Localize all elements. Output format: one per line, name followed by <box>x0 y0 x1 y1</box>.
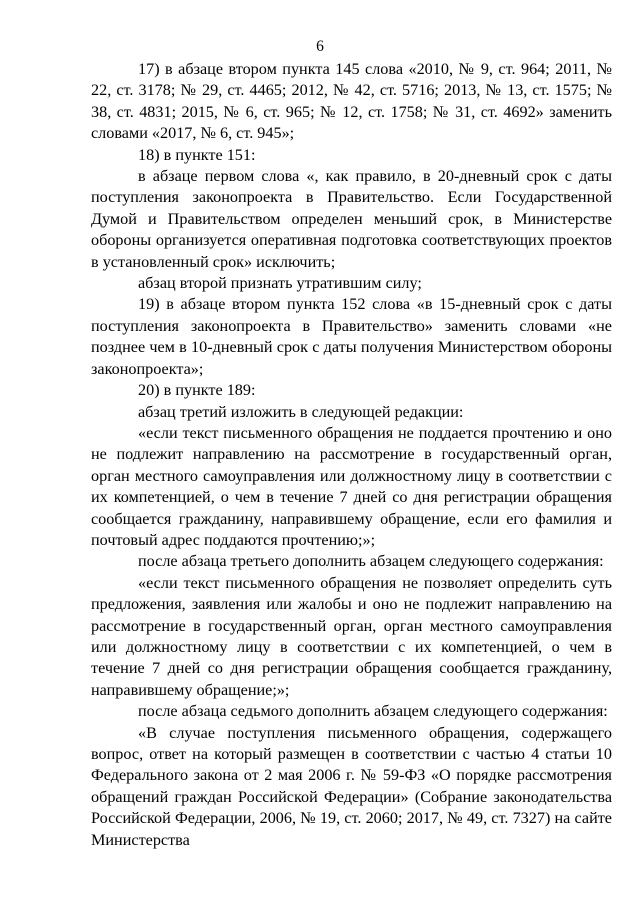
paragraph-item-20: 20) в пункте 189: <box>138 381 256 400</box>
page-number: 6 <box>316 38 324 55</box>
paragraph-after-third-instruction: после абзаца третьего дополнить абзацем следующего содержания: <box>138 552 604 571</box>
paragraph-item-17: 17) в абзаце втором пункта 145 слова «2010, № 9, ст. 964; 2011, № 22, ст. 3178; № 29, ст. 4465; 2012, № 42, ст. 5716; 2013, № 13, ст. 1575; № 38, ст. 4831; 2015, № 6, ст. 965; № 12, ст. 1758; № 31, ст. 4692» заменить словами «2017, № 6, ст. 945»; <box>91 60 612 143</box>
paragraph-item-19: 19) в абзаце втором пункта 152 слова «в 15-дневный срок с даты поступления законопроекта в Правительство» заменить словами «не позднее чем в 10-дневный срок с даты получения Министерством обороны законопроекта»; <box>91 295 612 378</box>
paragraph-after-seventh-instruction: после абзаца седьмого дополнить абзацем следующего содержания: <box>138 702 608 721</box>
paragraph-third-abzac-text: «если текст письменного обращения не поддается прочтению и оно не подлежит направлению на рассмотрение в государственный орган, орган местного самоуправления или должностному лицу в соответствии с их компетенцией, о чем в течение 7 дней со дня регистрации обращения сообщается гражданину, направившему обращение, если его фамилия и почтовый адрес поддаются прочтению;»; <box>91 423 612 549</box>
paragraph-after-seventh-text: «В случае поступления письменного обращения, содержащего вопрос, ответ на который размещен в соответствии с частью 4 статьи 10 Федерального закона от 2 мая 2006 г. № 59-ФЗ «О порядке рассмотрения обращений граждан Российской Федерации» (Собрание законодательства Российской Федерации, 2006, № 19, ст. 2060; 2017, № 49, ст. 7327) на сайте Министерства <box>91 723 612 849</box>
paragraph-third-abzac-instruction: абзац третий изложить в следующей редакции: <box>138 402 464 421</box>
paragraph-item-18-second-abzac: абзац второй признать утратившим силу; <box>138 274 422 293</box>
paragraph-item-18-first-abzac: в абзаце первом слова «, как правило, в 20-дневный срок с даты поступления законопроекта в Правительство. Если Государственной Думой и Правительством определен меньший срок, в Министерстве обороны организуется оперативная подготовка соответствующих проектов в установленный срок» исключить; <box>91 167 612 271</box>
paragraph-item-18: 18) в пункте 151: <box>138 145 256 164</box>
document-body <box>91 59 612 851</box>
paragraph-after-third-text: «если текст письменного обращения не позволяет определить суть предложения, заявления или жалобы и оно не подлежит направлению на рассмотрение в государственный орган, орган местного самоуправления или должностному лицу в соответствии с их компетенцией, о чем в течение 7 дней со дня регистрации обращения сообщается гражданину, направившему обращение;»; <box>91 573 612 699</box>
